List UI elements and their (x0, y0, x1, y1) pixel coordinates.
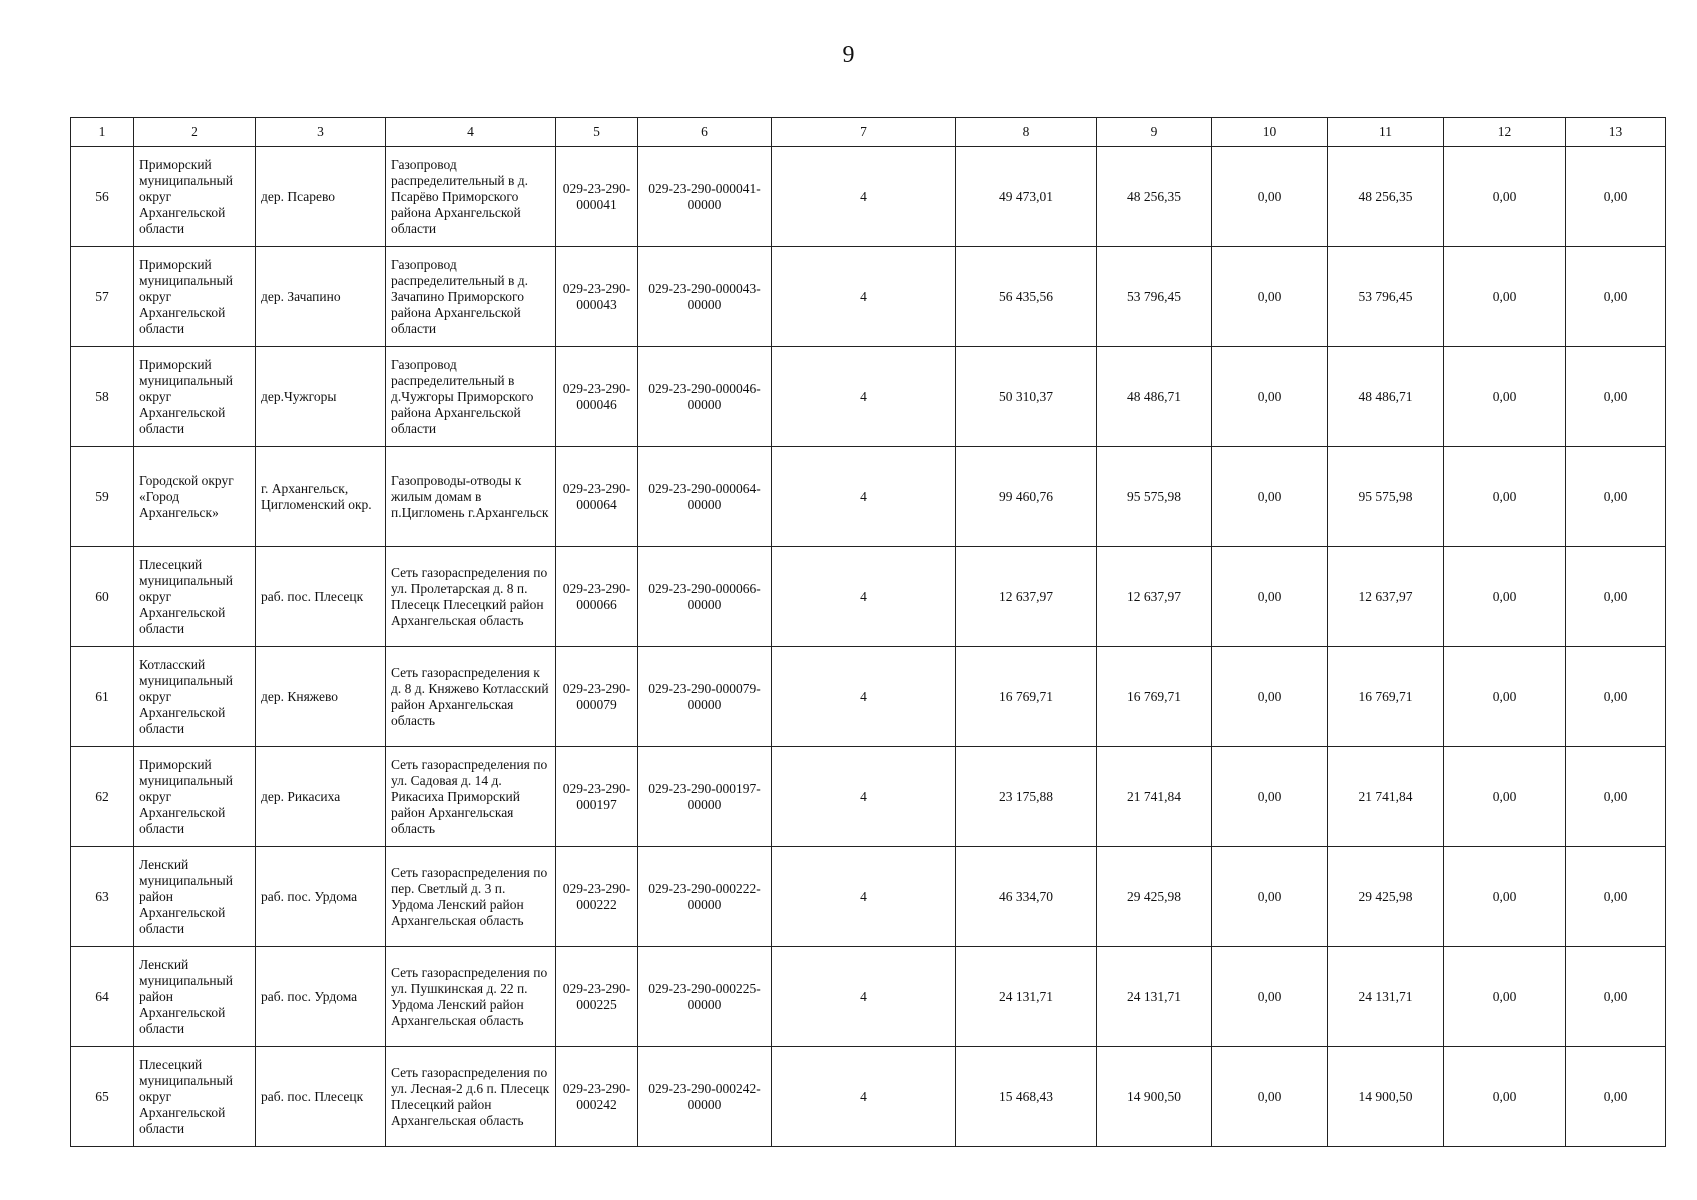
object-code-cell: 029-23-290-000242 (556, 1047, 638, 1147)
object-code-cell: 029-23-290-000041 (556, 147, 638, 247)
table-row (71, 447, 1666, 547)
object-name-cell: Газопровод распределительный в д.Чужгоры Приморского района Архангельской области (386, 347, 556, 447)
column-10-cell: 0,00 (1212, 947, 1328, 1047)
full-code-cell: 029-23-290-000225-00000 (638, 947, 772, 1047)
column-7-cell: 4 (772, 947, 956, 1047)
column-11-cell: 24 131,71 (1328, 947, 1444, 1047)
settlement-cell: раб. пос. Плесецк (256, 547, 386, 647)
object-name-cell: Газопровод распределительный в д. Псарёво Приморского района Архангельской области (386, 147, 556, 247)
column-header: 8 (956, 118, 1097, 147)
row-number: 65 (71, 1047, 134, 1147)
column-9-cell: 21 741,84 (1097, 747, 1212, 847)
municipality-cell: Приморский муниципальный округ Архангельской области (134, 347, 256, 447)
row-number: 59 (71, 447, 134, 547)
column-12-cell: 0,00 (1444, 747, 1566, 847)
column-8-cell: 50 310,37 (956, 347, 1097, 447)
column-10-cell: 0,00 (1212, 1047, 1328, 1147)
column-12-cell: 0,00 (1444, 147, 1566, 247)
municipality-cell: Ленский муниципальный район Архангельской области (134, 947, 256, 1047)
column-header: 1 (71, 118, 134, 147)
column-11-cell: 16 769,71 (1328, 647, 1444, 747)
column-11-cell: 29 425,98 (1328, 847, 1444, 947)
row-number: 63 (71, 847, 134, 947)
settlement-cell: дер. Псарево (256, 147, 386, 247)
settlement-cell: дер. Рикасиха (256, 747, 386, 847)
row-number: 56 (71, 147, 134, 247)
table-row (71, 147, 1666, 247)
table-row (71, 647, 1666, 747)
object-code-cell: 029-23-290-000222 (556, 847, 638, 947)
municipality-cell: Ленский муниципальный район Архангельской области (134, 847, 256, 947)
column-7-cell: 4 (772, 147, 956, 247)
object-code-cell: 029-23-290-000225 (556, 947, 638, 1047)
column-header: 9 (1097, 118, 1212, 147)
full-code-cell: 029-23-290-000043-00000 (638, 247, 772, 347)
row-number: 64 (71, 947, 134, 1047)
row-number: 58 (71, 347, 134, 447)
column-10-cell: 0,00 (1212, 247, 1328, 347)
column-12-cell: 0,00 (1444, 1047, 1566, 1147)
settlement-cell: г. Архангельск, Цигломенский окр. (256, 447, 386, 547)
column-7-cell: 4 (772, 1047, 956, 1147)
column-12-cell: 0,00 (1444, 447, 1566, 547)
full-code-cell: 029-23-290-000064-00000 (638, 447, 772, 547)
municipality-cell: Приморский муниципальный округ Архангельской области (134, 247, 256, 347)
table-row (71, 947, 1666, 1047)
column-13-cell: 0,00 (1566, 947, 1666, 1047)
object-code-cell: 029-23-290-000043 (556, 247, 638, 347)
column-header: 13 (1566, 118, 1666, 147)
settlement-cell: раб. пос. Плесецк (256, 1047, 386, 1147)
full-code-cell: 029-23-290-000066-00000 (638, 547, 772, 647)
column-header: 3 (256, 118, 386, 147)
column-13-cell: 0,00 (1566, 747, 1666, 847)
full-code-cell: 029-23-290-000046-00000 (638, 347, 772, 447)
full-code-cell: 029-23-290-000079-00000 (638, 647, 772, 747)
column-7-cell: 4 (772, 247, 956, 347)
column-9-cell: 16 769,71 (1097, 647, 1212, 747)
column-8-cell: 56 435,56 (956, 247, 1097, 347)
full-code-cell: 029-23-290-000242-00000 (638, 1047, 772, 1147)
column-11-cell: 21 741,84 (1328, 747, 1444, 847)
column-11-cell: 12 637,97 (1328, 547, 1444, 647)
column-9-cell: 53 796,45 (1097, 247, 1212, 347)
column-10-cell: 0,00 (1212, 347, 1328, 447)
column-10-cell: 0,00 (1212, 647, 1328, 747)
column-13-cell: 0,00 (1566, 547, 1666, 647)
column-10-cell: 0,00 (1212, 747, 1328, 847)
column-7-cell: 4 (772, 547, 956, 647)
column-13-cell: 0,00 (1566, 647, 1666, 747)
column-header: 12 (1444, 118, 1566, 147)
object-name-cell: Сеть газораспределения по пер. Светлый д. 3 п. Урдома Ленский район Архангельская область (386, 847, 556, 947)
object-code-cell: 029-23-290-000066 (556, 547, 638, 647)
column-9-cell: 48 256,35 (1097, 147, 1212, 247)
full-code-cell: 029-23-290-000041-00000 (638, 147, 772, 247)
row-number: 60 (71, 547, 134, 647)
column-header: 6 (638, 118, 772, 147)
object-name-cell: Сеть газораспределения по ул. Лесная-2 д.6 п. Плесецк Плесецкий район Архангельская область (386, 1047, 556, 1147)
table-row (71, 247, 1666, 347)
column-13-cell: 0,00 (1566, 347, 1666, 447)
settlement-cell: дер. Княжево (256, 647, 386, 747)
object-name-cell: Сеть газораспределения к д. 8 д. Княжево Котласский район Архангельская область (386, 647, 556, 747)
row-number: 62 (71, 747, 134, 847)
full-code-cell: 029-23-290-000222-00000 (638, 847, 772, 947)
column-13-cell: 0,00 (1566, 847, 1666, 947)
settlement-cell: дер.Чужгоры (256, 347, 386, 447)
column-13-cell: 0,00 (1566, 247, 1666, 347)
column-9-cell: 95 575,98 (1097, 447, 1212, 547)
column-12-cell: 0,00 (1444, 347, 1566, 447)
table-body (71, 147, 1666, 1147)
table-row (71, 1047, 1666, 1147)
column-13-cell: 0,00 (1566, 147, 1666, 247)
column-11-cell: 48 256,35 (1328, 147, 1444, 247)
column-header: 4 (386, 118, 556, 147)
column-12-cell: 0,00 (1444, 847, 1566, 947)
column-11-cell: 14 900,50 (1328, 1047, 1444, 1147)
object-code-cell: 029-23-290-000197 (556, 747, 638, 847)
column-11-cell: 48 486,71 (1328, 347, 1444, 447)
settlement-cell: раб. пос. Урдома (256, 847, 386, 947)
column-header: 2 (134, 118, 256, 147)
column-7-cell: 4 (772, 347, 956, 447)
settlement-cell: дер. Зачапино (256, 247, 386, 347)
column-7-cell: 4 (772, 447, 956, 547)
column-12-cell: 0,00 (1444, 547, 1566, 647)
column-11-cell: 53 796,45 (1328, 247, 1444, 347)
table-row (71, 747, 1666, 847)
column-10-cell: 0,00 (1212, 147, 1328, 247)
table-row (71, 847, 1666, 947)
column-11-cell: 95 575,98 (1328, 447, 1444, 547)
object-code-cell: 029-23-290-000079 (556, 647, 638, 747)
object-code-cell: 029-23-290-000064 (556, 447, 638, 547)
row-number: 57 (71, 247, 134, 347)
column-7-cell: 4 (772, 747, 956, 847)
object-code-cell: 029-23-290-000046 (556, 347, 638, 447)
column-8-cell: 24 131,71 (956, 947, 1097, 1047)
column-10-cell: 0,00 (1212, 547, 1328, 647)
municipality-cell: Приморский муниципальный округ Архангельской области (134, 147, 256, 247)
column-8-cell: 16 769,71 (956, 647, 1097, 747)
column-12-cell: 0,00 (1444, 247, 1566, 347)
settlement-cell: раб. пос. Урдома (256, 947, 386, 1047)
column-7-cell: 4 (772, 847, 956, 947)
column-13-cell: 0,00 (1566, 447, 1666, 547)
column-9-cell: 29 425,98 (1097, 847, 1212, 947)
municipality-cell: Приморский муниципальный округ Архангельской области (134, 747, 256, 847)
municipality-cell: Котласский муниципальный округ Архангельской области (134, 647, 256, 747)
column-header: 10 (1212, 118, 1328, 147)
column-header: 7 (772, 118, 956, 147)
header-row (71, 118, 1666, 147)
municipality-cell: Плесецкий муниципальный округ Архангельской области (134, 1047, 256, 1147)
column-header: 5 (556, 118, 638, 147)
column-8-cell: 99 460,76 (956, 447, 1097, 547)
column-9-cell: 48 486,71 (1097, 347, 1212, 447)
column-8-cell: 15 468,43 (956, 1047, 1097, 1147)
table-row (71, 547, 1666, 647)
object-name-cell: Газопроводы-отводы к жилым домам в п.Цигломень г.Архангельск (386, 447, 556, 547)
municipality-cell: Городской округ «Город Архангельск» (134, 447, 256, 547)
column-12-cell: 0,00 (1444, 947, 1566, 1047)
column-8-cell: 46 334,70 (956, 847, 1097, 947)
object-name-cell: Газопровод распределительный в д. Зачапино Приморского района Архангельской области (386, 247, 556, 347)
column-10-cell: 0,00 (1212, 847, 1328, 947)
row-number: 61 (71, 647, 134, 747)
column-9-cell: 14 900,50 (1097, 1047, 1212, 1147)
object-name-cell: Сеть газораспределения по ул. Садовая д. 14 д. Рикасиха Приморский район Архангельская область (386, 747, 556, 847)
registry-table (70, 117, 1666, 1147)
column-8-cell: 12 637,97 (956, 547, 1097, 647)
municipality-cell: Плесецкий муниципальный округ Архангельской области (134, 547, 256, 647)
column-7-cell: 4 (772, 647, 956, 747)
column-9-cell: 12 637,97 (1097, 547, 1212, 647)
column-header: 11 (1328, 118, 1444, 147)
table-row (71, 347, 1666, 447)
object-name-cell: Сеть газораспределения по ул. Пушкинская д. 22 п. Урдома Ленский район Архангельская область (386, 947, 556, 1047)
column-13-cell: 0,00 (1566, 1047, 1666, 1147)
column-8-cell: 49 473,01 (956, 147, 1097, 247)
column-9-cell: 24 131,71 (1097, 947, 1212, 1047)
page-number: 9 (842, 42, 855, 68)
full-code-cell: 029-23-290-000197-00000 (638, 747, 772, 847)
column-8-cell: 23 175,88 (956, 747, 1097, 847)
object-name-cell: Сеть газораспределения по ул. Пролетарская д. 8 п. Плесецк Плесецкий район Архангельская область (386, 547, 556, 647)
column-12-cell: 0,00 (1444, 647, 1566, 747)
column-10-cell: 0,00 (1212, 447, 1328, 547)
